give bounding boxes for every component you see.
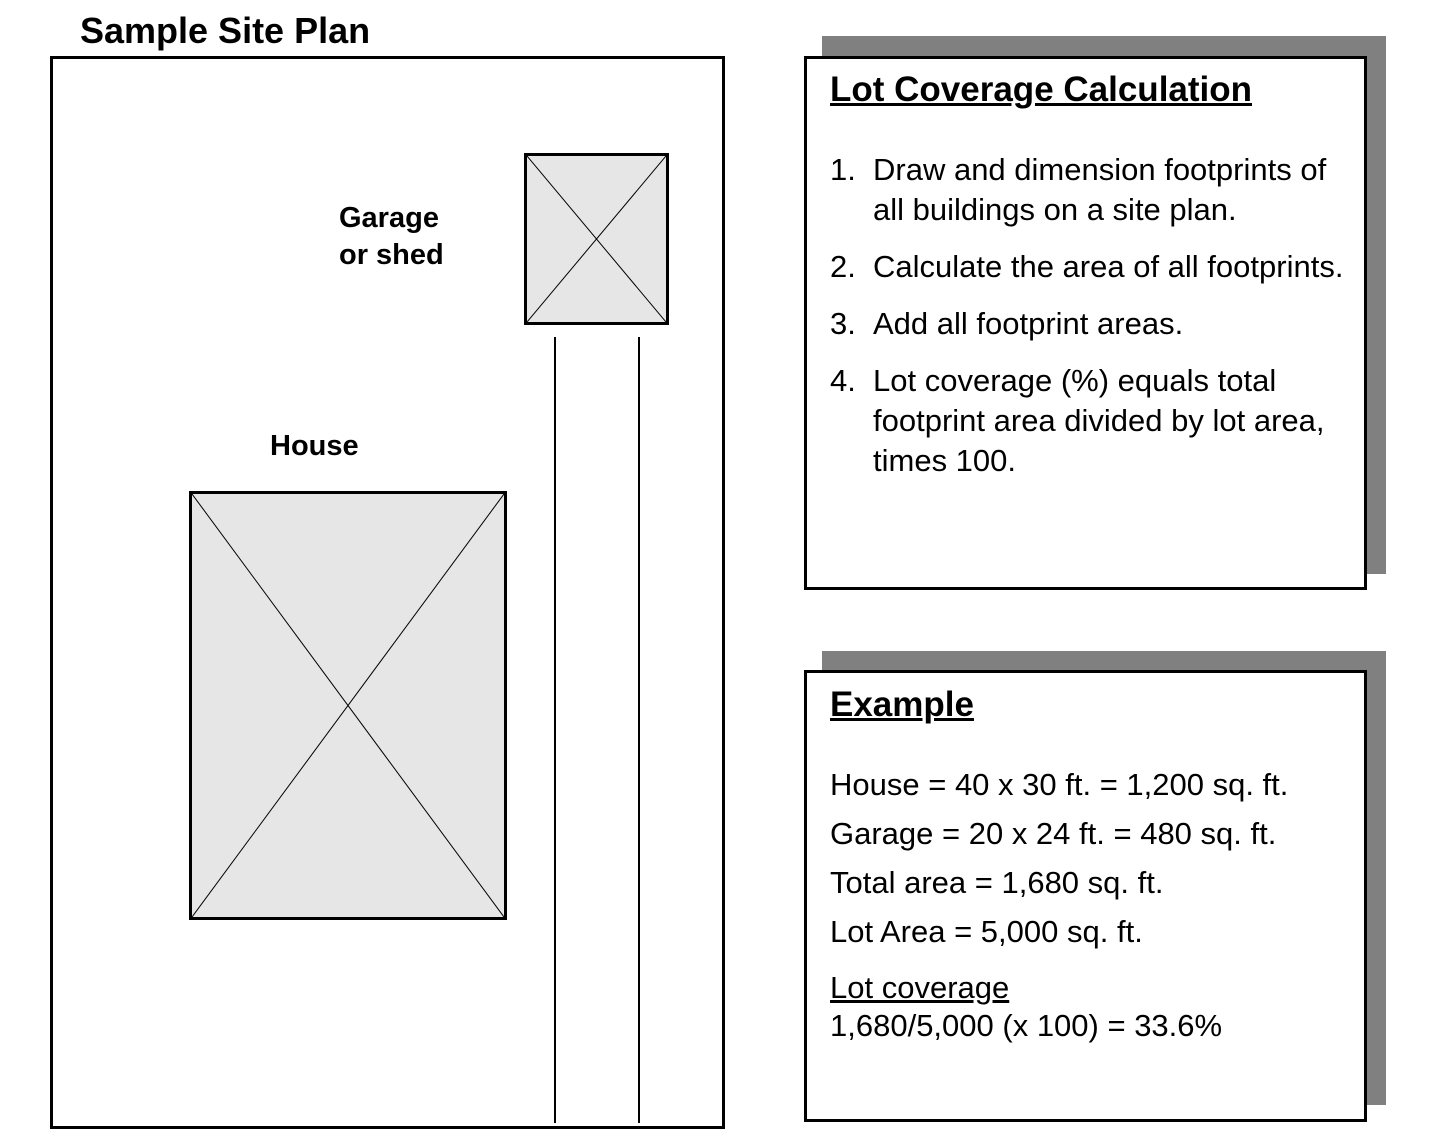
example-lot-area-line: Lot Area = 5,000 sq. ft. [830,914,1143,949]
garage-footprint [524,153,669,325]
step-number: 2. [830,249,856,284]
step-item [830,361,1360,481]
example-coverage-value: 1,680/5,000 (x 100) = 33.6% [830,1008,1223,1043]
house-cross-icon [192,494,504,917]
step-item [830,304,1360,344]
step-item [830,247,1360,287]
site-plan-title: Sample Site Plan [80,10,371,51]
house-footprint [189,491,507,920]
step-number: 3. [830,306,856,341]
example-garage-line: Garage = 20 x 24 ft. = 480 sq. ft. [830,816,1277,851]
garage-label-line2: or shed [339,239,444,271]
step-item [830,150,1360,230]
example-total-line: Total area = 1,680 sq. ft. [830,865,1164,900]
driveway-left-edge [554,337,556,1123]
example-heading: Example [830,685,974,724]
garage-label [339,200,444,274]
step-text: Draw and dimension footprints of all buildings on a site plan. [873,152,1327,227]
step-number: 1. [830,152,856,187]
step-text: Add all footprint areas. [873,306,1184,341]
step-text: Lot coverage (%) equals total footprint area divided by lot area, times 100. [873,363,1325,478]
driveway-right-edge [638,337,640,1123]
house-label: House [270,430,359,462]
example-house-line: House = 40 x 30 ft. = 1,200 sq. ft. [830,767,1289,802]
step-text: Calculate the area of all footprints. [873,249,1344,284]
step-number: 4. [830,363,856,398]
calculation-steps [830,150,1360,498]
example-coverage-label: Lot coverage [830,970,1010,1005]
garage-cross-icon [527,156,666,322]
garage-label-line1: Garage [339,202,439,234]
calculation-heading: Lot Coverage Calculation [830,70,1253,109]
